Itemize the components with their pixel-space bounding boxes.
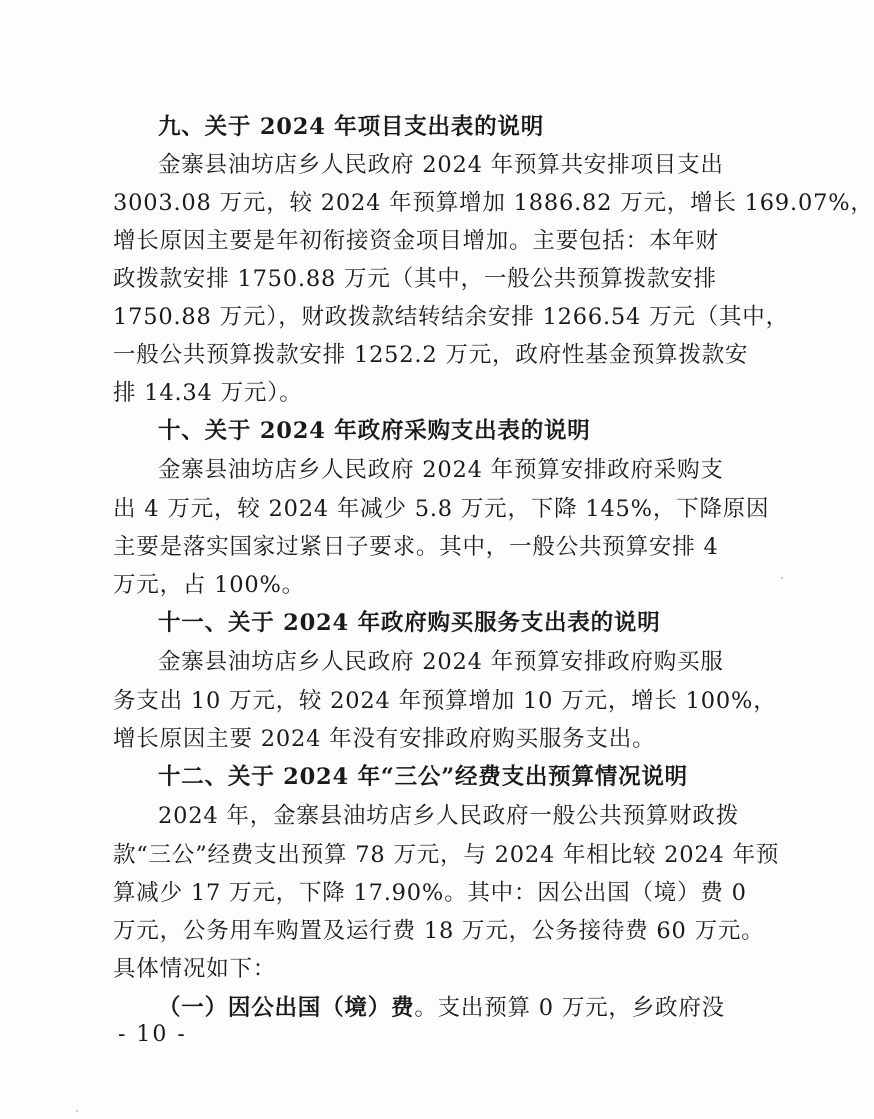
paragraph-line (158, 993, 725, 1023)
paragraph-line: 一般公共预算拨款安排 1252.2 万元，政府性基金预算拨款安 (113, 342, 749, 368)
paragraph-line: 具体情况如下： (113, 956, 277, 982)
scan-speck (781, 577, 783, 579)
page-number: - 10 - (118, 1022, 187, 1047)
paragraph-line: 金寨县油坊店乡人民政府 2024 年预算共安排项目支出 (158, 152, 724, 178)
paragraph-line: 出 4 万元，较 2024 年减少 5.8 万元，下降 145%，下降原因 (113, 496, 770, 522)
scan-speck (76, 1110, 78, 1112)
subsection-title: （一）因公出国（境）费 (158, 995, 415, 1021)
paragraph-line: 万元，公务用车购置及运行费 18 万元，公务接待费 60 万元。 (113, 918, 765, 944)
paragraph-line: 增长原因主要是年初衔接资金项目增加。主要包括：本年财 (113, 228, 719, 254)
section-heading: 九、关于 2024 年项目支出表的说明 (158, 114, 544, 140)
paragraph-line: 1750.88 万元），财政拨款结转结余安排 1266.54 万元（其中， (113, 304, 789, 330)
paragraph-line: 万元，占 100%。 (113, 572, 305, 598)
section-heading: 十、关于 2024 年政府采购支出表的说明 (158, 418, 591, 444)
paragraph-line: 政拨款安排 1750.88 万元（其中，一般公共预算拨款安排 (113, 266, 717, 292)
paragraph-line: 务支出 10 万元，较 2024 年预算增加 10 万元，增长 100%， (113, 688, 777, 714)
paragraph-line: 增长原因主要 2024 年没有安排政府购买服务支出。 (113, 726, 656, 752)
paragraph-line: 金寨县油坊店乡人民政府 2024 年预算安排政府购买服 (158, 649, 724, 675)
paragraph-line: 2024 年，金寨县油坊店乡人民政府一般公共预算财政拨 (158, 803, 740, 829)
subsection-text: 。支出预算 0 万元，乡政府没 (414, 995, 725, 1021)
section-heading: 十一、关于 2024 年政府购买服务支出表的说明 (158, 610, 661, 636)
paragraph-line: 排 14.34 万元）。 (113, 380, 303, 406)
paragraph-line: 算减少 17 万元，下降 17.90%。其中：因公出国（境）费 0 (113, 880, 747, 906)
paragraph-line: 款“三公”经费支出预算 78 万元，与 2024 年相比较 2024 年预 (113, 842, 780, 868)
paragraph-line: 3003.08 万元，较 2024 年预算增加 1886.82 万元，增长 169.07%， (113, 190, 874, 216)
paragraph-line: 金寨县油坊店乡人民政府 2024 年预算安排政府采购支 (158, 457, 724, 483)
section-heading: 十二、关于 2024 年“三公”经费支出预算情况说明 (158, 764, 688, 790)
paragraph-line: 主要是落实国家过紧日子要求。其中，一般公共预算安排 4 (113, 534, 719, 560)
